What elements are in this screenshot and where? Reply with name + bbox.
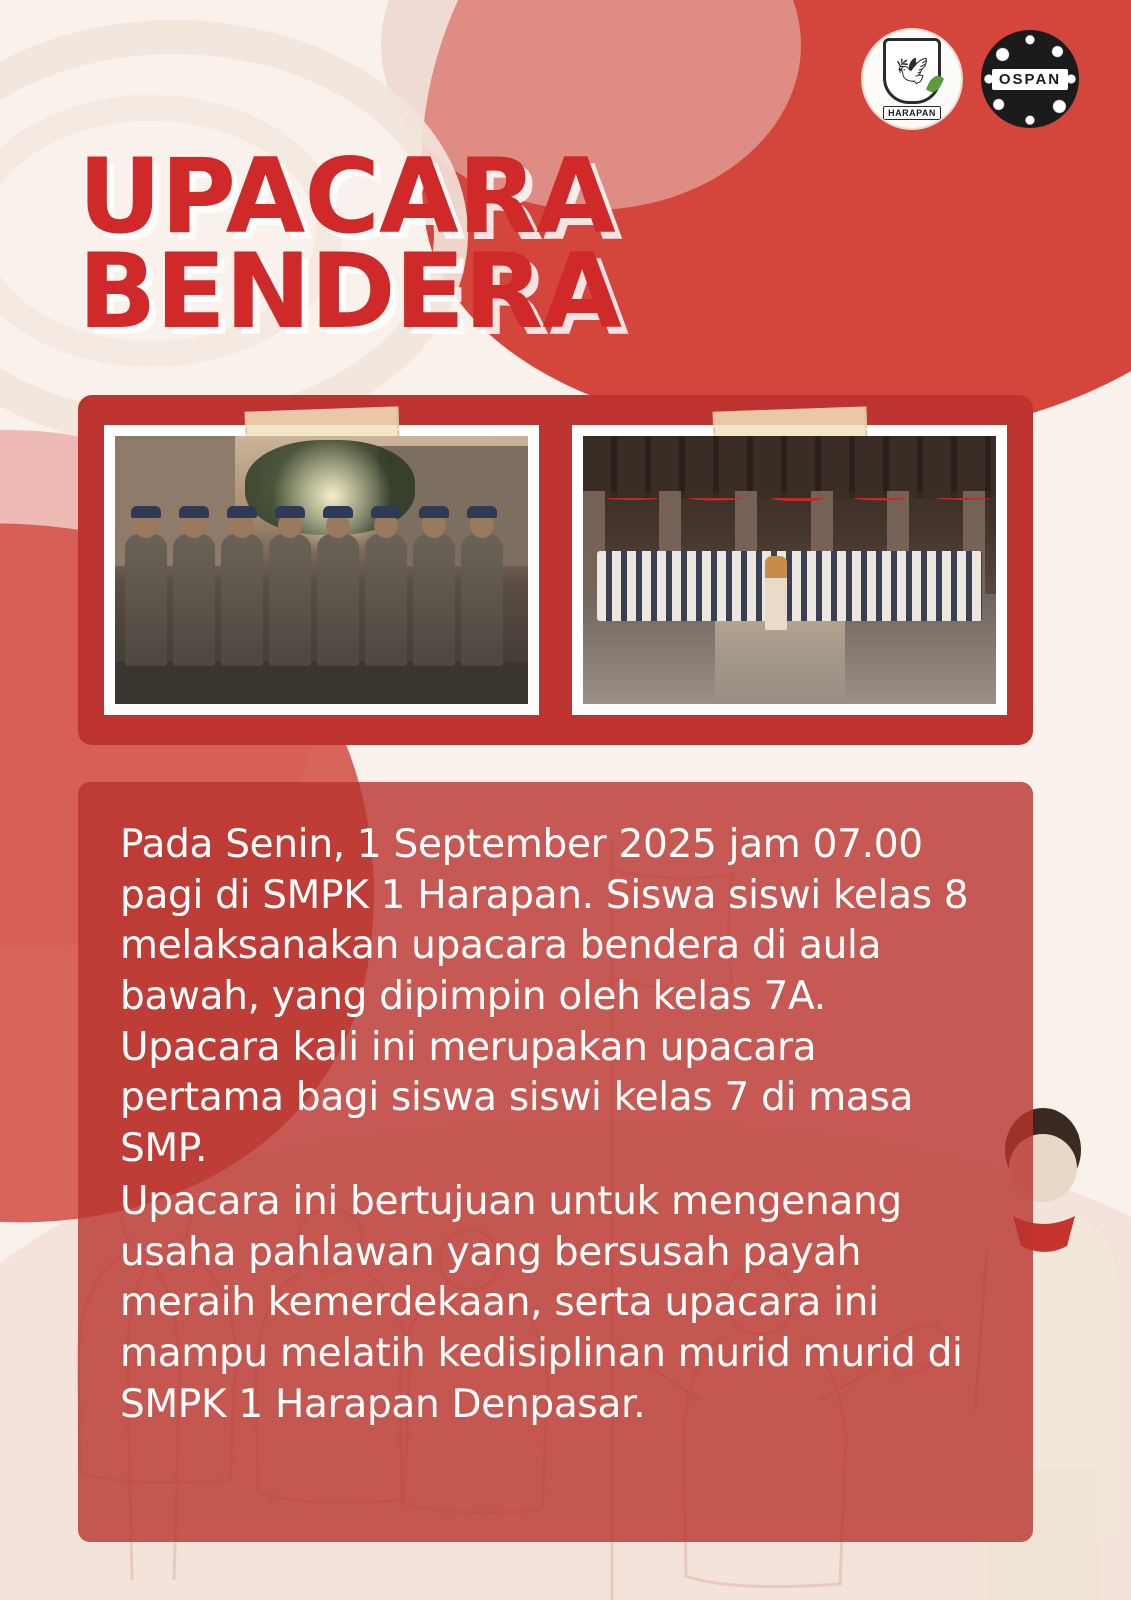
description-paragraph-2: Upacara ini bertujuan untuk mengenang usaha pahlawan yang bersusah payah meraih kemerdekaan, serta upacara ini mampu melatih kedisiplinan murid murid di SMPK 1 Harapan Denpasar. [120, 1178, 963, 1427]
dove-icon: 🕊 [895, 56, 929, 86]
harapan-logo-label: HARAPAN [883, 106, 941, 120]
photo-hall-roof [583, 436, 996, 498]
photo-frame-left [104, 425, 539, 715]
description-card [78, 782, 1033, 1542]
photo-hall-ceremony [583, 436, 996, 704]
ospan-logo [981, 30, 1079, 128]
photo-student-rows [597, 551, 982, 621]
harapan-logo [861, 28, 963, 130]
photo-frame-right [572, 425, 1007, 715]
title-line-2: BENDERA [78, 231, 621, 352]
logo-row [861, 28, 1079, 130]
description-paragraph-1: Pada Senin, 1 September 2025 jam 07.00 pagi di SMPK 1 Harapan. Siswa siswi kelas 8 melaksanakan upacara bendera di aula bawah, yang dipimpin oleh kelas 7A. Upacara kali ini merupakan upacara pertama bagi siswa siswi kelas 7 di masa SMP. [120, 822, 969, 1172]
photo-people-row [115, 516, 528, 666]
photo-ground [115, 662, 528, 704]
harapan-shield-icon [883, 38, 941, 104]
page-title [78, 137, 621, 352]
photo-outdoor-ceremony [115, 436, 528, 704]
ospan-logo-label: OSPAN [992, 69, 1068, 90]
photo-red-drapery [583, 498, 996, 524]
photo-ceremony-leader [765, 556, 787, 630]
leaf-icon [926, 73, 944, 94]
title-line-1: UPACARA [78, 137, 615, 257]
photo-panel [78, 395, 1033, 745]
